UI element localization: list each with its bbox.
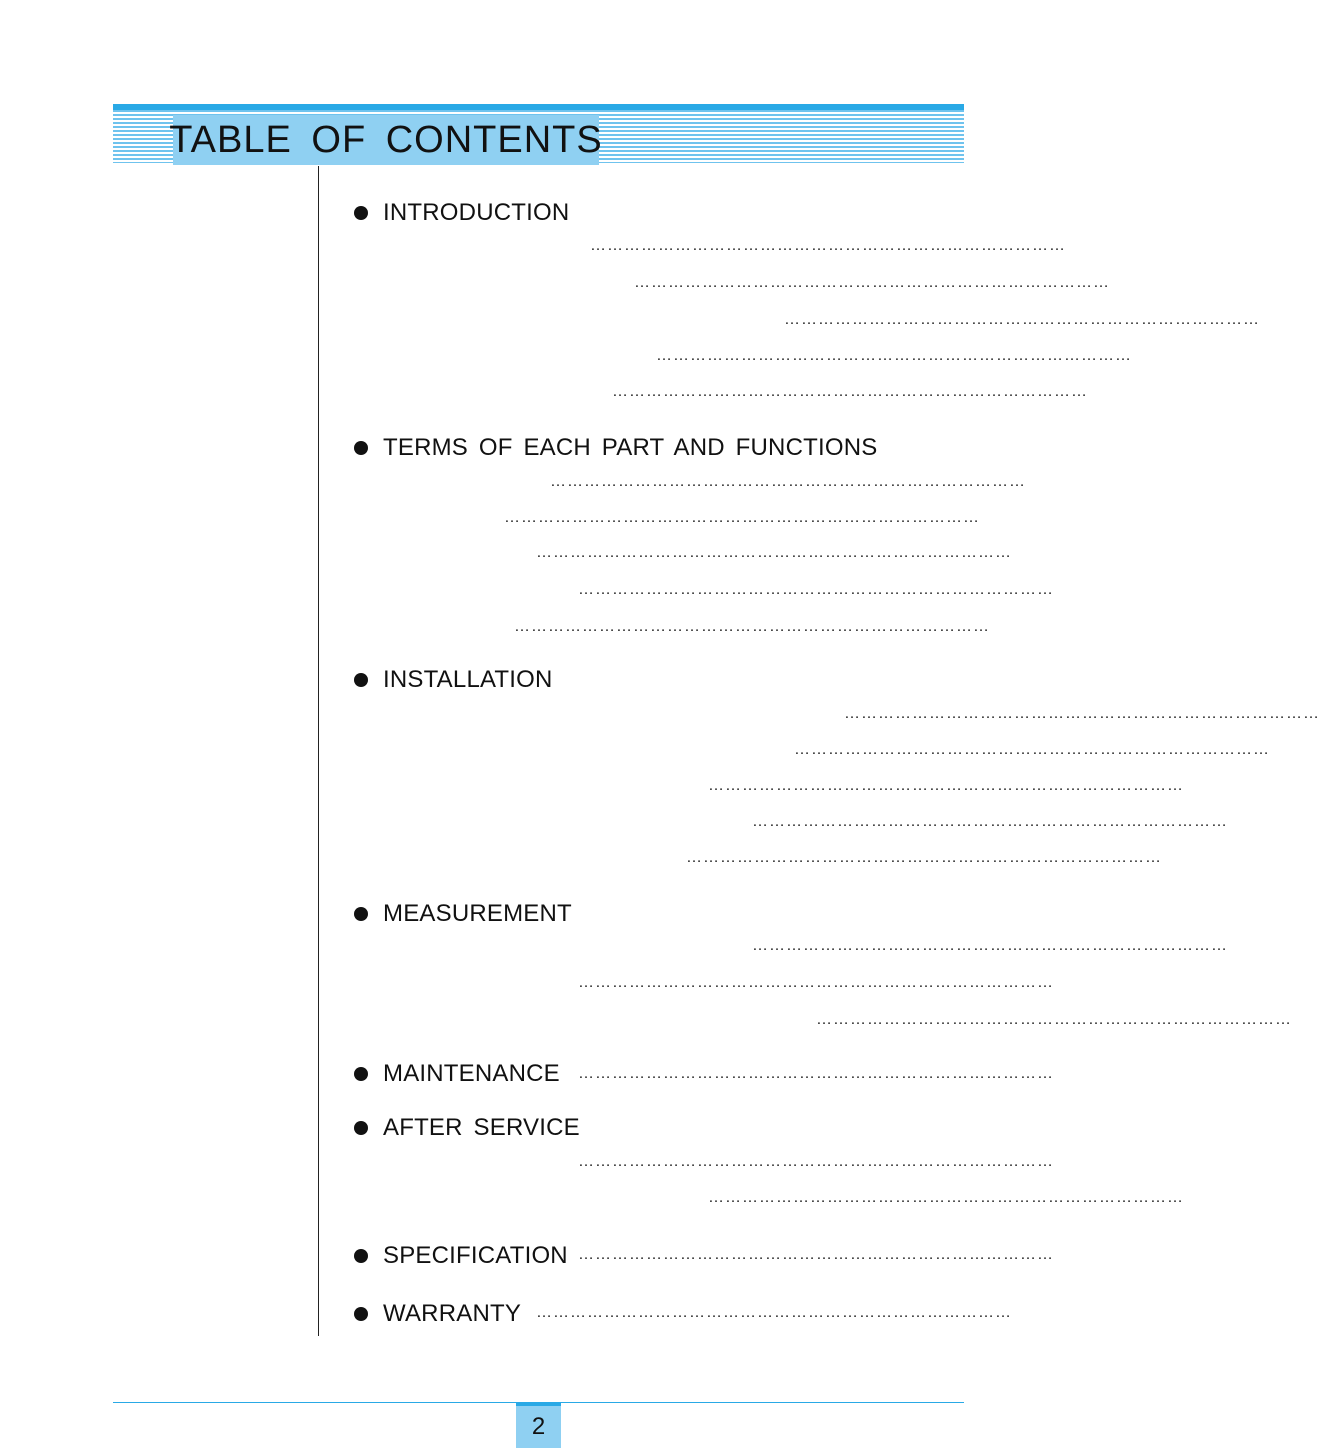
- toc-leader: …………………………………………………………………………: [752, 937, 1228, 954]
- toc-leader: …………………………………………………………………………: [844, 705, 1320, 722]
- toc-leader: …………………………………………………………………………: [794, 741, 1270, 758]
- toc-section-installation[interactable]: [354, 665, 553, 695]
- vertical-divider: [318, 166, 319, 1336]
- bullet-icon: [354, 1121, 368, 1135]
- bullet-icon: [354, 1067, 368, 1081]
- section-title: SPECIFICATION: [383, 1242, 568, 1269]
- bullet-icon: [354, 206, 368, 220]
- toc-leader: …………………………………………………………………………: [612, 383, 1088, 400]
- toc-leader: …………………………………………………………………………: [514, 618, 990, 635]
- toc-leader: …………………………………………………………………………: [536, 1304, 1012, 1321]
- page-title: TABLE OF CONTENTS: [169, 118, 603, 161]
- toc-leader: …………………………………………………………………………: [686, 849, 1162, 866]
- toc-section-warranty[interactable]: [354, 1299, 521, 1329]
- toc-leader: …………………………………………………………………………: [504, 509, 980, 526]
- bullet-icon: [354, 1307, 368, 1321]
- section-title: MEASUREMENT: [383, 900, 572, 927]
- toc-leader: …………………………………………………………………………: [578, 974, 1054, 991]
- section-title: TERMS OF EACH PART AND FUNCTIONS: [383, 434, 878, 461]
- toc-leader: …………………………………………………………………………: [816, 1011, 1292, 1028]
- bullet-icon: [354, 441, 368, 455]
- toc-leader: …………………………………………………………………………: [634, 274, 1110, 291]
- toc-section-terms[interactable]: [354, 433, 877, 463]
- page-number: 2: [516, 1402, 561, 1448]
- section-title: INSTALLATION: [383, 666, 553, 693]
- title-box: [169, 115, 603, 165]
- toc-leader: …………………………………………………………………………: [784, 311, 1260, 328]
- toc-section-measurement[interactable]: [354, 899, 572, 929]
- toc-leader: …………………………………………………………………………: [578, 1065, 1054, 1082]
- section-title: AFTER SERVICE: [383, 1114, 580, 1141]
- bullet-icon: [354, 673, 368, 687]
- toc-section-maintenance[interactable]: [354, 1059, 560, 1089]
- toc-leader: …………………………………………………………………………: [708, 1189, 1184, 1206]
- toc-leader: …………………………………………………………………………: [578, 1153, 1054, 1170]
- toc-leader: …………………………………………………………………………: [550, 473, 1026, 490]
- section-title: MAINTENANCE: [383, 1060, 560, 1087]
- toc-leader: …………………………………………………………………………: [708, 777, 1184, 794]
- toc-leader: …………………………………………………………………………: [536, 544, 1012, 561]
- toc-leader: …………………………………………………………………………: [590, 237, 1066, 254]
- title-banner: [113, 104, 964, 163]
- section-title: WARRANTY: [383, 1300, 522, 1327]
- toc-leader: …………………………………………………………………………: [578, 1246, 1054, 1263]
- section-title: INTRODUCTION: [383, 199, 570, 226]
- toc-leader: …………………………………………………………………………: [578, 581, 1054, 598]
- toc-section-specification[interactable]: [354, 1241, 568, 1271]
- toc-leader: …………………………………………………………………………: [656, 347, 1132, 364]
- toc-section-after-service[interactable]: [354, 1113, 580, 1143]
- bullet-icon: [354, 907, 368, 921]
- bullet-icon: [354, 1249, 368, 1263]
- toc-section-introduction[interactable]: [354, 198, 569, 228]
- toc-leader: …………………………………………………………………………: [752, 813, 1228, 830]
